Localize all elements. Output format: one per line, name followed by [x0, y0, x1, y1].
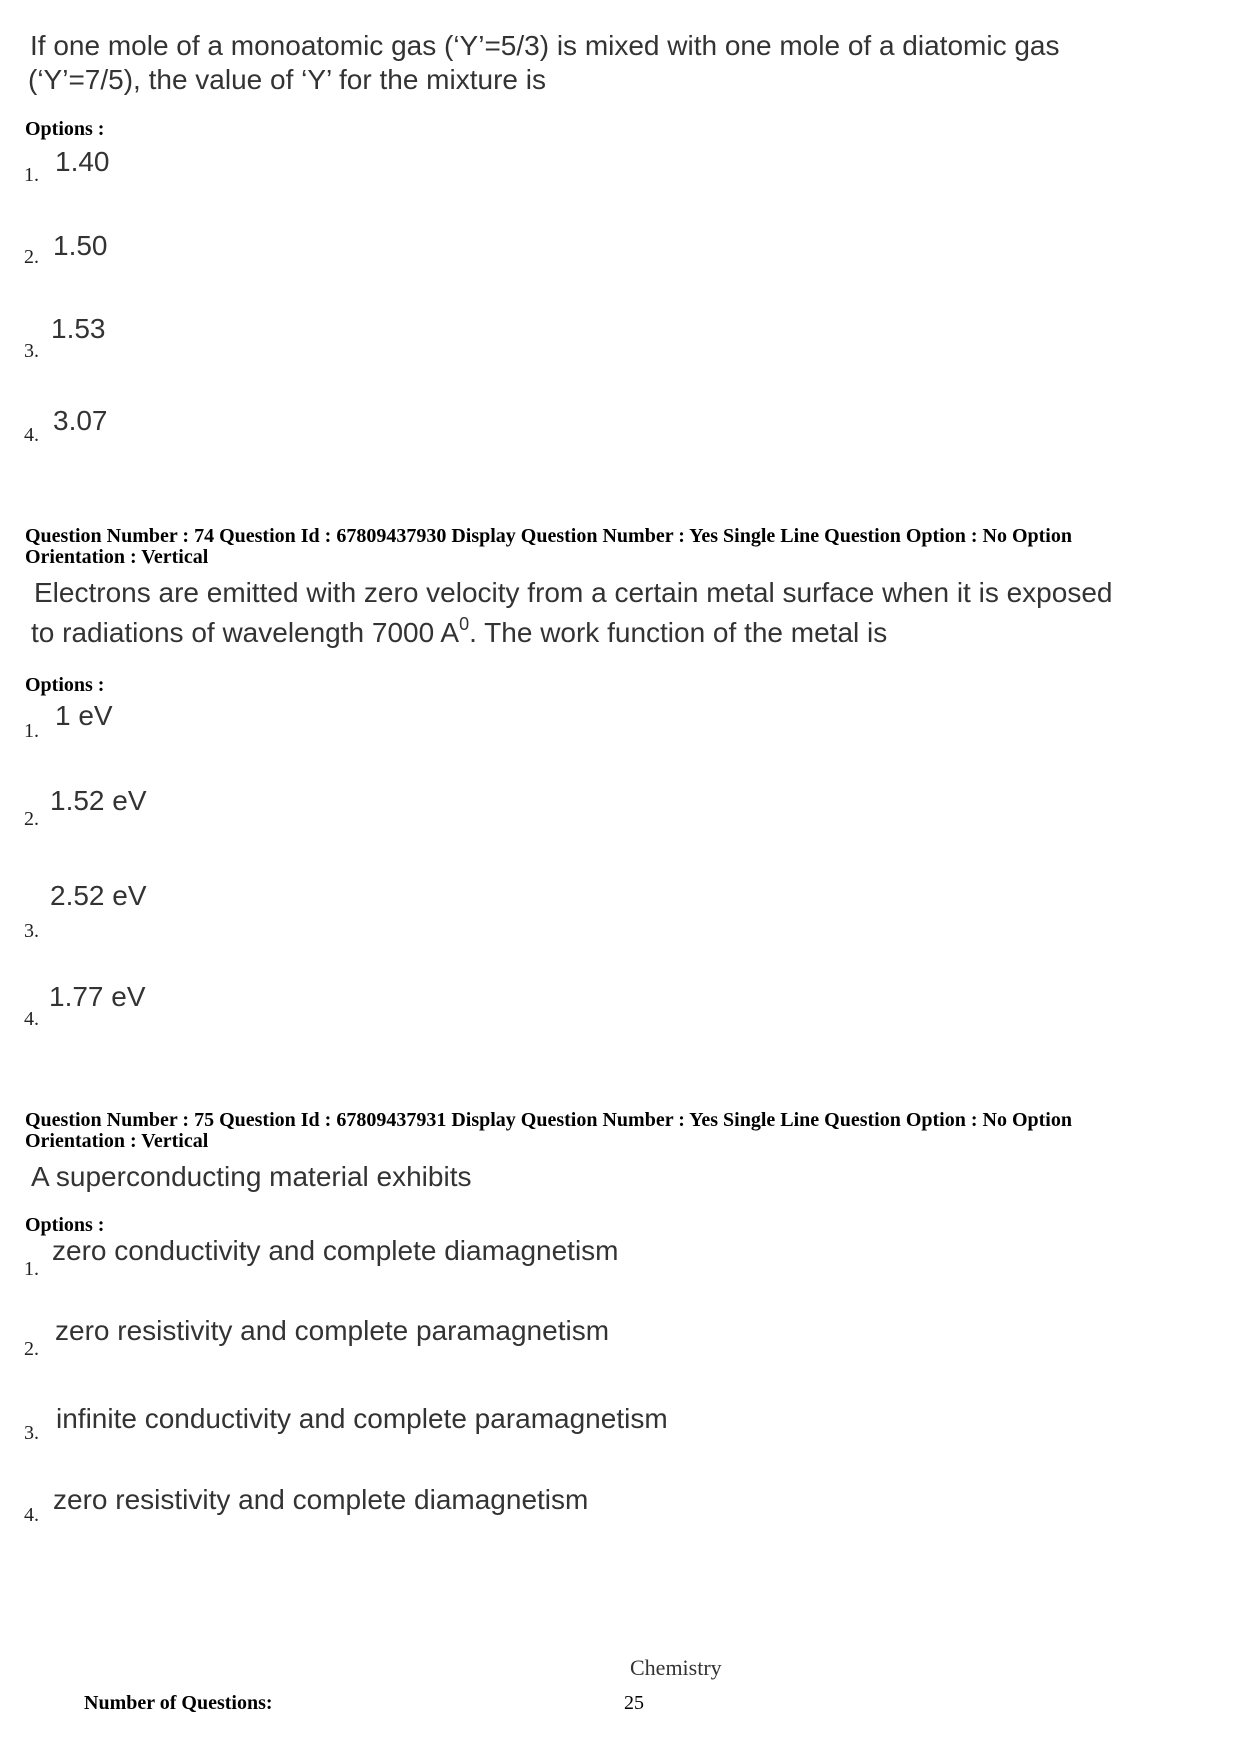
option-text: 2.52 eV: [50, 880, 147, 911]
question-73-text-line-1: If one mole of a monoatomic gas (‘Y’=5/3) is mixed with one mole of a diatomic gas: [30, 30, 1060, 61]
number-of-questions-value: 25: [624, 1692, 644, 1714]
subject-name: Chemistry: [630, 1655, 722, 1680]
option-number: 3.: [24, 340, 39, 362]
question-75-meta-line-2: Orientation : Vertical: [25, 1130, 209, 1152]
question-74-text-line-2: to radiations of wavelength 7000 $A^0$. The work function of the metal is: [31, 614, 888, 648]
option-number: 1.: [24, 720, 39, 742]
question-75-text-line-1: A superconducting material exhibits: [31, 1161, 472, 1192]
number-of-questions-label: Number of Questions:: [84, 1692, 273, 1714]
option-number: 4.: [24, 1008, 39, 1030]
option-text: 1.52 eV: [50, 785, 147, 816]
question-73-text-line-2: (‘Y’=7/5), the value of ‘Y’ for the mixture is: [28, 64, 546, 95]
option-number: 3.: [24, 920, 39, 942]
option-text: zero resistivity and complete paramagnetism: [55, 1315, 610, 1346]
option-number: 1.: [24, 1258, 39, 1280]
question-74-meta-line-2: Orientation : Vertical: [25, 546, 209, 568]
question-74-meta-line-1: Question Number : 74 Question Id : 67809437930 Display Question Number : Yes Single Line Question Option : No Option: [25, 525, 1072, 547]
option-number: 4.: [24, 424, 39, 446]
option-text: infinite conductivity and complete paramagnetism: [56, 1403, 668, 1434]
option-number: 1.: [24, 164, 39, 186]
option-number: 2.: [24, 1338, 39, 1360]
option-text: 1 eV: [55, 700, 113, 731]
option-text: 1.53: [51, 313, 106, 344]
option-number: 4.: [24, 1504, 39, 1526]
question-75-meta-line-1: Question Number : 75 Question Id : 67809437931 Display Question Number : Yes Single Line Question Option : No Option: [25, 1109, 1072, 1131]
question-74-text-line-1: Electrons are emitted with zero velocity from a certain metal surface when it is exposed: [34, 577, 1113, 608]
option-number: 3.: [24, 1422, 39, 1444]
option-text: zero resistivity and complete diamagnetism: [53, 1484, 589, 1515]
option-number: 2.: [24, 246, 39, 268]
options-label: Options :: [25, 118, 105, 140]
superscript: 0: [459, 614, 470, 634]
option-text: zero conductivity and complete diamagnetism: [52, 1235, 619, 1266]
option-text: 1.40: [55, 146, 110, 177]
option-text: 1.77 eV: [49, 981, 146, 1012]
option-text: 3.07: [53, 405, 108, 436]
options-label: Options :: [25, 1214, 105, 1236]
options-label: Options :: [25, 674, 105, 696]
option-number: 2.: [24, 808, 39, 830]
option-text: 1.50: [53, 230, 108, 261]
